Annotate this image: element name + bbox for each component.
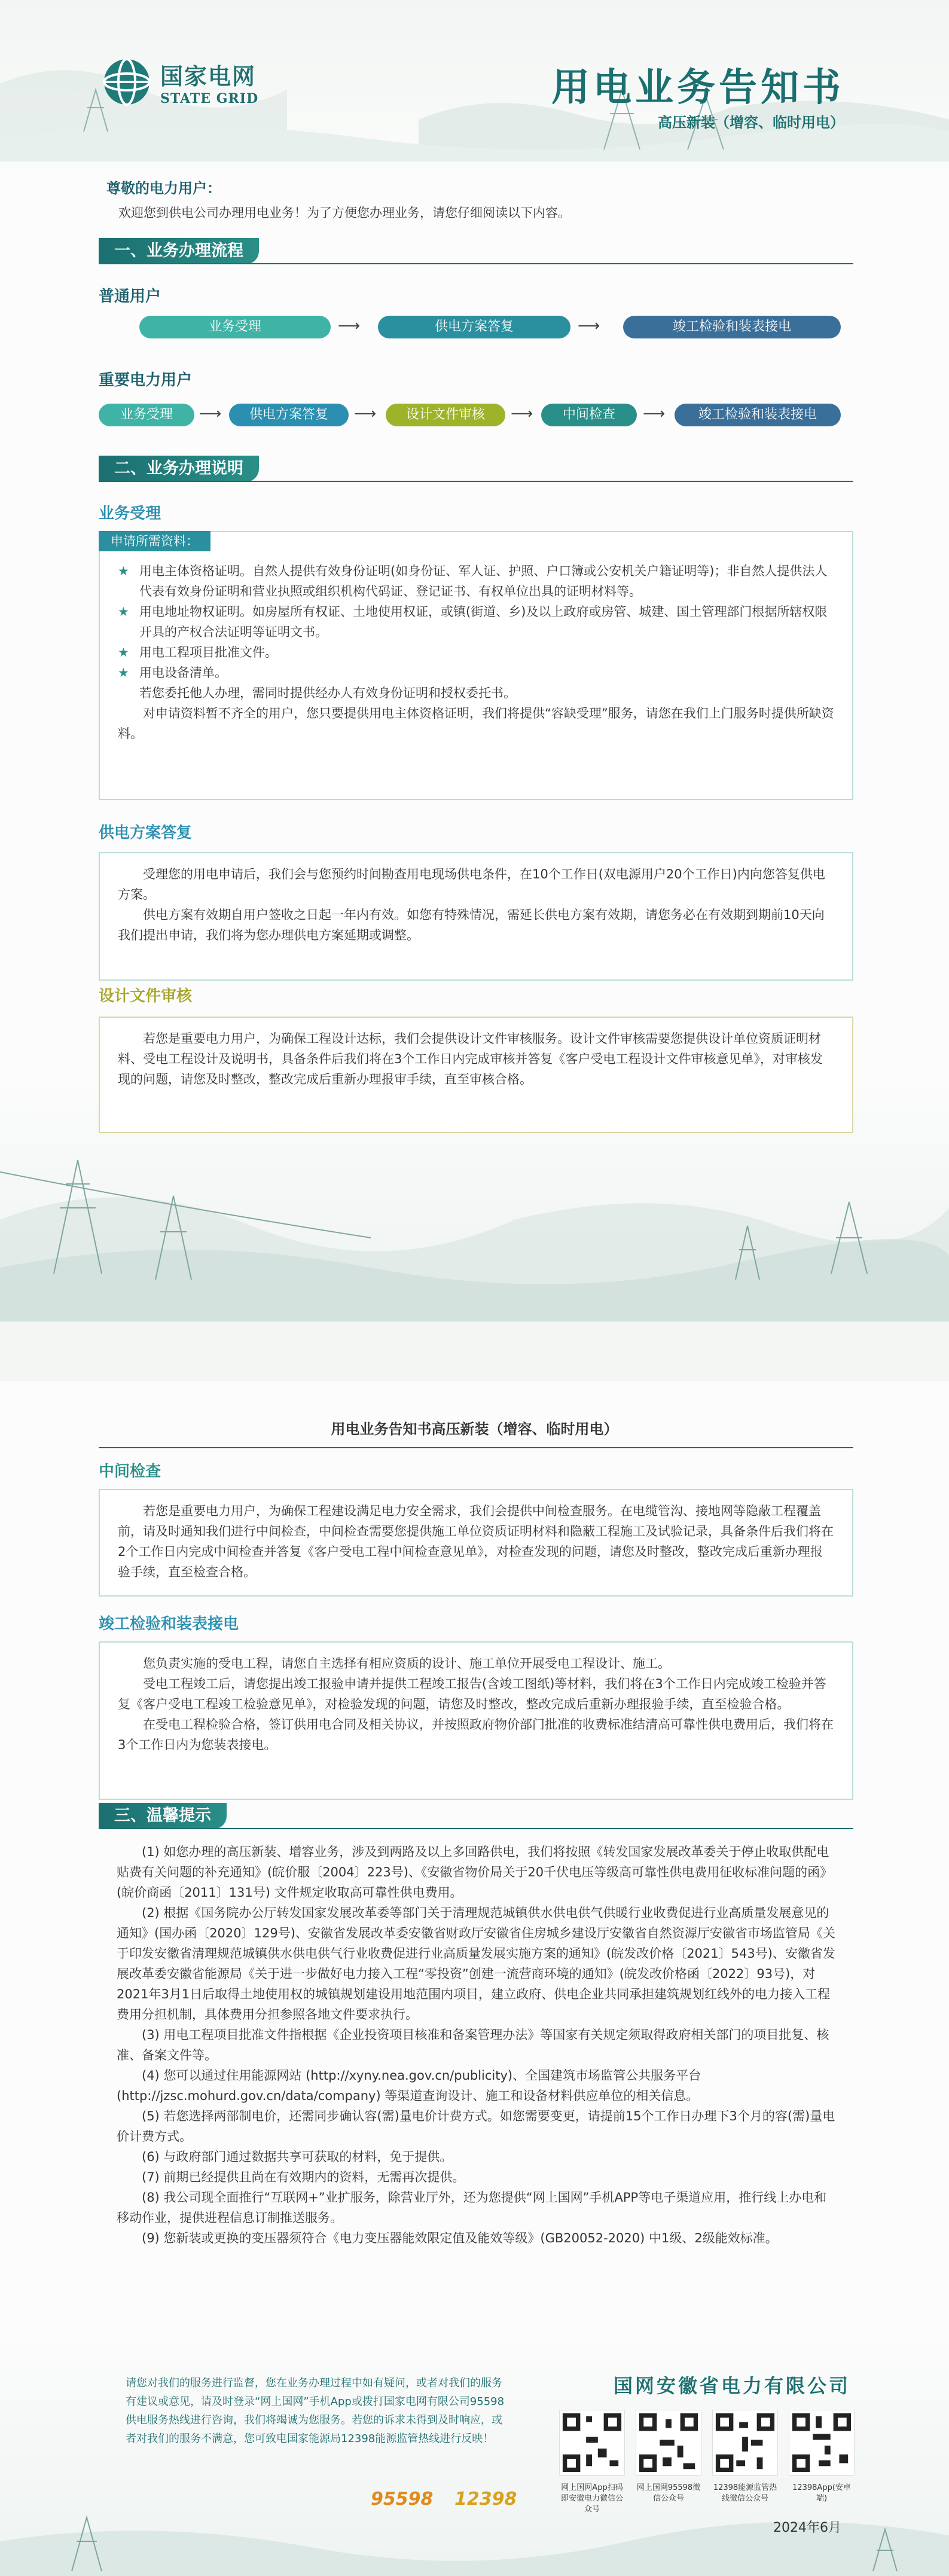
required-docs-tag: 申请所需资料： bbox=[99, 531, 210, 551]
completion-paragraph: 您负责实施的受电工程，请您自主选择有相应资质的设计、施工单位开展受电工程设计、施工。 bbox=[143, 1656, 670, 1671]
section-2-banner: 二、业务办理说明 bbox=[99, 456, 259, 482]
tip-item: (6) 与政府部门通过数据共享可获取的材料，免于提供。 bbox=[142, 2150, 453, 2164]
section-3-rule bbox=[99, 1828, 853, 1829]
acceptance-box bbox=[99, 531, 853, 800]
requirement-item: ★ 用电设备清单。 bbox=[118, 663, 834, 683]
header bbox=[0, 0, 949, 161]
greeting: 尊敬的电力用户： bbox=[106, 180, 221, 197]
tip-item: (7) 前期已经提供且尚在有效期内的资料，无需再次提供。 bbox=[142, 2170, 465, 2184]
logo-chinese: 国家电网 bbox=[160, 63, 257, 90]
mid-check-label: 中间检查 bbox=[99, 1463, 161, 1481]
section-1-banner: 一、业务办理流程 bbox=[99, 238, 259, 264]
star-icon: ★ bbox=[118, 564, 129, 578]
supervision-note: 请您对我们的服务进行监督，您在业务办理过程中如有疑问，或者对我们的服务有建议或意见，请及时登录“网上国网”手机App或拨打国家电网有限公司95598供电服务热线进行咨询，我们将竭诚为您服务。若您的诉求未得到及时响应，或者对我们的服务不满意，您可致电国家能源局12398能源监管热线进行反映！ bbox=[126, 2377, 505, 2445]
scheme-paragraph: 受理您的用电申请后，我们会与您预约时间勘查用电现场供电条件，在10个工作日(双电源用户20个工作日)内向您答复供电方案。 bbox=[118, 867, 825, 902]
tip-item: (4) 您可以通过住用能源网站 (http://xyny.nea.gov.cn/publicity)、全国建筑市场监管公共服务平台 (http://jzsc.mohurd.gov.cn/data/company) 等渠道查询设计、施工和设备材料供应单位的相关信息。 bbox=[117, 2068, 701, 2103]
company-name: 国网安徽省电力有限公司 bbox=[613, 2374, 850, 2397]
requirement-item: ★ 用电工程项目批准文件。 bbox=[118, 642, 834, 663]
section-2-rule bbox=[99, 481, 853, 482]
mid-check-box bbox=[99, 1489, 853, 1597]
qr-code[interactable] bbox=[636, 2410, 701, 2515]
scheme-box bbox=[99, 852, 853, 981]
qr-caption: 网上国网App扫码即安徽电力微信公众号 bbox=[560, 2483, 623, 2514]
important-user-label: 重要电力用户 bbox=[99, 371, 193, 389]
completion-box bbox=[99, 1641, 853, 1800]
state-grid-logo bbox=[102, 57, 258, 107]
flow-arrow-icon: ⟶ bbox=[199, 405, 222, 423]
star-icon: ★ bbox=[118, 605, 129, 619]
completion-paragraph: 在受电工程检验合格，签订供用电合同及相关协议，并按照政府物价部门批准的收费标准结清高可靠性供电费用后，我们将在3个工作日内为您装表接电。 bbox=[118, 1717, 834, 1752]
acceptance-label: 业务受理 bbox=[99, 505, 161, 523]
star-icon: ★ bbox=[118, 645, 129, 660]
qr-code-row bbox=[559, 2410, 855, 2515]
star-icon: ★ bbox=[118, 666, 129, 680]
completion-label: 竣工检验和装表接电 bbox=[99, 1615, 239, 1633]
running-head: 用电业务告知书高压新装（增容、临时用电） bbox=[331, 1421, 618, 1437]
flow-step-scheme: 供电方案答复 bbox=[378, 316, 570, 338]
completion-paragraph: 受电工程竣工后，请您提出竣工报验申请并提供工程竣工报告(含竣工图纸)等材料，我们将在3个工作日内完成竣工检验并答复《客户受电工程竣工检验意见单》，对检验发现的问题，请您及时整改，整改完成后重新办理报验手续，直至检验合格。 bbox=[118, 1677, 826, 1711]
issue-date: 2024年6月 bbox=[773, 2520, 841, 2535]
partial-docs-note: 对申请资料暂不齐全的用户，您只要提供用电主体资格证明，我们将提供“容缺受理”服务，请您在我们上门服务时提供所缺资料。 bbox=[118, 706, 834, 741]
section-1-rule bbox=[99, 263, 853, 264]
intro-text: 欢迎您到供电公司办理用电业务！为了方便您办理业务，请您仔细阅读以下内容。 bbox=[118, 206, 570, 220]
general-user-label: 普通用户 bbox=[99, 288, 161, 306]
hotline-12398: 12398 bbox=[454, 2489, 517, 2510]
qr-code-icon bbox=[712, 2410, 778, 2476]
flow-arrow-icon: ⟶ bbox=[578, 317, 600, 335]
flow-arrow-icon: ⟶ bbox=[354, 405, 377, 423]
state-grid-globe-icon bbox=[102, 57, 152, 107]
qr-caption: 12398能源监管热线微信公众号 bbox=[713, 2483, 777, 2503]
flow-step-scheme: 供电方案答复 bbox=[229, 404, 349, 426]
design-review-label: 设计文件审核 bbox=[99, 987, 193, 1005]
flow-arrow-icon: ⟶ bbox=[643, 405, 666, 423]
flow-step-design-review: 设计文件审核 bbox=[386, 404, 505, 426]
tip-item: (5) 若您选择两部制电价，还需同步确认容(需)量电价计费方式。如您需要变更，请提前15个工作日办理下3个月的容(需)量电价计费方式。 bbox=[117, 2109, 835, 2144]
qr-code-icon bbox=[636, 2410, 701, 2476]
proxy-note: 若您委托他人办理，需同时提供经办人有效身份证明和授权委托书。 bbox=[139, 686, 516, 700]
page-two bbox=[0, 1381, 949, 2576]
tip-item: (3) 用电工程项目批准文件指根据《企业投资项目核准和备案管理办法》等国家有关规定须取得政府相关部门的项目批复、核准、备案文件等。 bbox=[117, 2028, 829, 2062]
design-review-box bbox=[99, 1017, 853, 1133]
page-2-top-rule bbox=[99, 1447, 853, 1448]
tip-item: (9) 您新装或更换的变压器须符合《电力变压器能效限定值及能效等级》(GB20052-2020) 中1级、2级能效标准。 bbox=[142, 2231, 778, 2245]
flow-step-completion: 竣工检验和装表接电 bbox=[623, 316, 841, 338]
design-review-paragraph: 若您是重要电力用户，为确保工程设计达标，我们会提供设计文件审核服务。设计文件审核需要您提供设计单位资质证明材料、受电工程设计及说明书，具备条件后我们将在3个工作日内完成审核并答复《客户受电工程设计文件审核意见单》，对审核发现的问题，请您及时整改，整改完成后重新办理报审手续，直至审核合格。 bbox=[118, 1031, 823, 1086]
tip-item: (8) 我公司现全面推行“互联网+”业扩服务，除营业厅外，还为您提供“网上国网”手机APP等电子渠道应用，推行线上办电和移动作业，提供进程信息订制推送服务。 bbox=[117, 2190, 827, 2225]
qr-code[interactable] bbox=[712, 2410, 778, 2515]
flow-step-mid-check: 中间检查 bbox=[541, 404, 637, 426]
hotline-95598: 95598 bbox=[371, 2489, 434, 2510]
qr-code[interactable] bbox=[789, 2410, 855, 2515]
flow-step-acceptance: 业务受理 bbox=[99, 404, 194, 426]
flow-arrow-icon: ⟶ bbox=[338, 317, 361, 335]
page-2-footer-scenery bbox=[0, 2505, 949, 2576]
tip-item: (2) 根据《国务院办公厅转发国家发展改革委等部门关于清理规范城镇供水供电供气供暖行业收费促进行业高质量发展意见的通知》(国办函〔2020〕129号)、安徽省发展改革委安徽省财政厅安徽省住房城乡建设厅安徽省自然资源厅安徽省市场监管局《关于印发安徽省清理规范城镇供水供电供气行业收费促进行业高质量发展实施方案的通知》(皖发改价格〔2021〕543号)、安徽省发展改革委安徽省能源局《关于进一步做好电力接入工程“零投资”创建一流营商环境的通知》(皖发改价格函〔2022〕93号)，对2021年3月1日后取得土地使用权的城镇规划建设用地范围内项目，建立政府、供电企业共同承担建筑规划红线外的电力接入工程费用分担机制，具体费用分担参照各地文件要求执行。 bbox=[117, 1906, 835, 2022]
footer-scenery-illustration bbox=[0, 1136, 949, 1321]
requirement-item: ★ 用电地址物权证明。如房屋所有权证、土地使用权证，或镇(街道、乡)及以上政府或房管、城建、国土管理部门根据所辖权限开具的产权合法证明等证明文书。 bbox=[118, 602, 834, 642]
mid-check-paragraph: 若您是重要电力用户，为确保工程建设满足电力安全需求，我们会提供中间检查服务。在电缆管沟、接地网等隐蔽工程覆盖前，请及时通知我们进行中间检查，中间检查需要您提供施工单位资质证明材料和隐蔽工程施工及试验记录，具备条件后我们将在2个工作日内完成中间检查并答复《客户受电工程中间检查意见单》，对检查发现的问题，请您及时整改，整改完成后重新办理报验手续，直至检查合格。 bbox=[118, 1504, 834, 1579]
flow-step-acceptance: 业务受理 bbox=[139, 316, 331, 338]
flow-arrow-icon: ⟶ bbox=[511, 405, 533, 423]
scheme-paragraph: 供电方案有效期自用户签收之日起一年内有效。如您有特殊情况，需延长供电方案有效期，请您务必在有效期到期前10天向我们提出申请，我们将为您办理供电方案延期或调整。 bbox=[118, 908, 825, 942]
requirement-item: ★ 用电主体资格证明。自然人提供有效身份证明(如身份证、军人证、护照、户口簿或公安机关户籍证明等)；非自然人提供法人代表有效身份证明和营业执照或组织机构代码证、登记证书、有权单位出具的证明材料等。 bbox=[118, 561, 834, 602]
tip-item: (1) 如您办理的高压新装、增容业务，涉及到两路及以上多回路供电，我们将按照《转发国家发展改革委关于停止收取供配电贴费有关问题的补充通知》(皖价服〔2004〕223号)、《安徽省物价局关于20千伏电压等级高可靠性供电费用征收标准问题的函》(皖价商函〔2011〕131号) 文件规定收取高可靠性供电费用。 bbox=[117, 1845, 833, 1900]
qr-caption: 12398App(安卓端) bbox=[792, 2483, 851, 2503]
tips-list bbox=[99, 1837, 853, 2351]
qr-code-icon bbox=[559, 2410, 625, 2476]
scheme-label: 供电方案答复 bbox=[99, 824, 193, 842]
qr-caption: 网上国网95598微信公众号 bbox=[636, 2483, 701, 2503]
section-3-banner: 三、温馨提示 bbox=[99, 1803, 227, 1829]
page-subtitle: 高压新装（增容、临时用电） bbox=[658, 114, 844, 131]
qr-code-icon bbox=[789, 2410, 855, 2476]
page-title: 用电业务告知书 bbox=[551, 66, 844, 110]
logo-english: STATE GRID bbox=[160, 90, 259, 106]
flow-step-completion: 竣工检验和装表接电 bbox=[675, 404, 841, 426]
qr-code[interactable] bbox=[559, 2410, 625, 2515]
